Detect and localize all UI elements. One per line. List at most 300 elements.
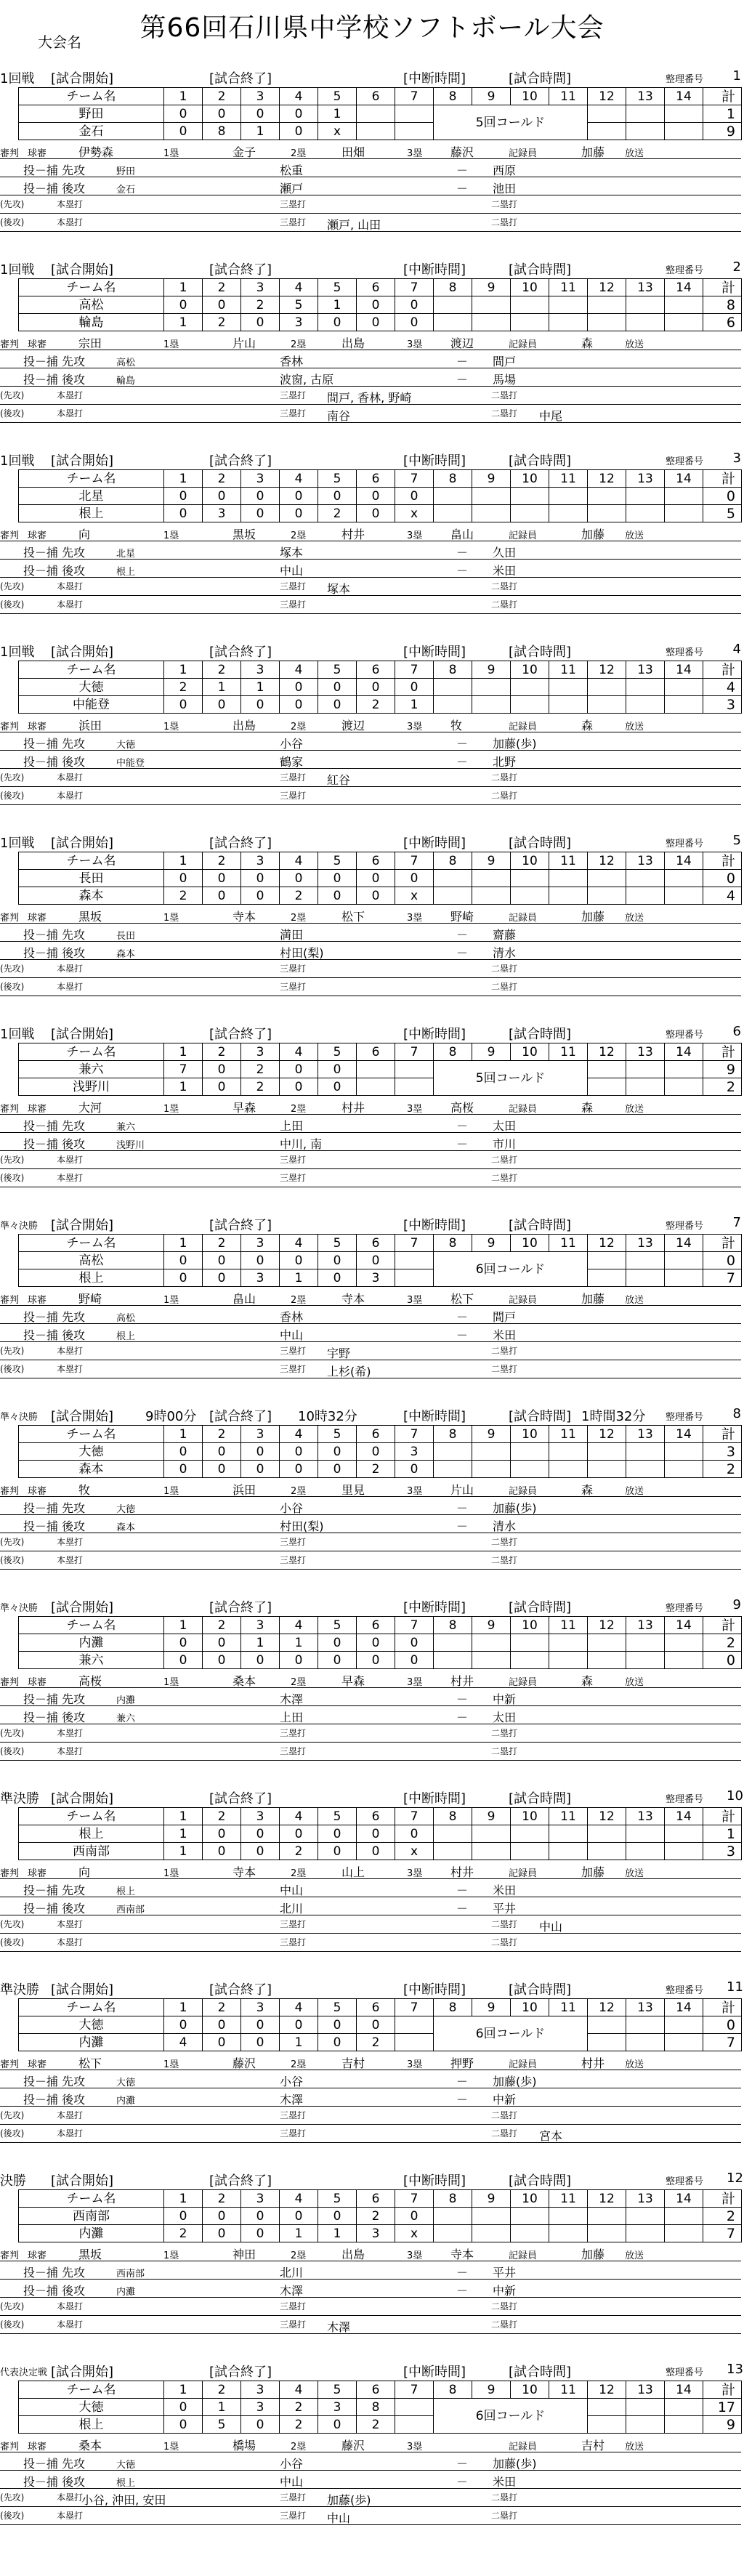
inning-score: 0 (203, 1252, 241, 1269)
plate-umpire-label: 球審 (28, 339, 47, 350)
scoreboard-table (18, 1998, 742, 2051)
inning-score: 0 (357, 1843, 395, 1860)
scoreboard-header-row (19, 1999, 742, 2016)
game-number-value: 11 (727, 1979, 743, 1995)
inning-header: 10 (511, 1235, 549, 1252)
inning-score: 0 (318, 488, 357, 505)
batting-first-team: 大徳 (116, 2460, 136, 2471)
inning-score (665, 314, 703, 331)
end-time-label: [試合終了] (209, 1409, 272, 1424)
team-name-header: チーム名 (19, 1426, 164, 1443)
scoreboard-table (18, 1616, 742, 1669)
broadcast-label: 放送 (625, 1486, 644, 1497)
triple-label: 三塁打 (280, 2511, 307, 2521)
inning-score: 0 (164, 2416, 203, 2434)
called-game-note: 6回コールド (434, 2399, 588, 2434)
double-label: 二塁打 (491, 1346, 518, 1356)
scoreboard-header-row (19, 279, 742, 296)
inning-header: 3 (241, 88, 280, 105)
team-total-runs: 3 (703, 1443, 742, 1461)
first-base-umpire-name: 寺本 (232, 1865, 256, 1879)
second-base-umpire-name: 里見 (341, 1483, 365, 1497)
inning-header: 1 (164, 2190, 203, 2208)
third-base-umpire-name: 畠山 (450, 528, 474, 541)
inning-header: 12 (588, 279, 626, 296)
inning-header: 13 (626, 1808, 665, 1825)
home-run-label: 本塁打 (57, 1155, 84, 1165)
inning-header: 10 (511, 88, 549, 105)
inning-header: 6 (357, 279, 395, 296)
pitcher-first: 小谷 (280, 2075, 304, 2088)
game-number-value: 6 (732, 1024, 741, 1039)
home-run-label: 本塁打 (57, 1346, 84, 1356)
team-score-row (19, 296, 742, 314)
side-first-label: (先攻) (0, 199, 25, 209)
third-base-umpire-name: 村井 (450, 1674, 474, 1688)
inning-score: 2 (241, 1078, 280, 1096)
inning-score (588, 105, 626, 123)
battery-dash: － (456, 1501, 469, 1515)
inning-header: 8 (434, 1999, 472, 2016)
hits-second-row (0, 214, 741, 232)
inning-header: 12 (588, 1617, 626, 1634)
inning-score (588, 887, 626, 905)
interruption-label: [中断時間] (403, 1791, 466, 1806)
inning-score: 0 (203, 2016, 241, 2034)
battery-second-row (0, 2280, 741, 2298)
duration-label: [試合時間] (509, 1409, 572, 1424)
third-base-umpire-label: 3塁 (407, 339, 423, 350)
broadcast-label: 放送 (625, 1295, 644, 1306)
game-record (0, 1977, 744, 2168)
inning-header: 11 (549, 2381, 588, 2399)
batting-second-team: 西南部 (116, 1905, 145, 1915)
inning-score: 2 (280, 2399, 318, 2416)
double-label: 二塁打 (491, 2128, 518, 2139)
inning-score (626, 696, 665, 714)
inning-header: 14 (665, 852, 703, 870)
side-first-label: (先攻) (0, 1155, 25, 1165)
game-record (0, 1021, 744, 1212)
start-time-label: [試合開始] (51, 1027, 114, 1042)
total-header: 計 (703, 470, 742, 488)
pitcher-first: 塚本 (280, 546, 304, 560)
inning-header: 2 (203, 1043, 241, 1061)
battery-dash: － (456, 1902, 469, 1915)
inning-header: 2 (203, 1808, 241, 1825)
inning-score: 2 (357, 696, 395, 714)
batting-second-team: 兼六 (116, 1713, 136, 1724)
second-base-umpire-name: 村井 (341, 528, 365, 541)
side-first-label: (先攻) (0, 2301, 25, 2311)
inning-score: 0 (164, 123, 203, 140)
inning-score (549, 887, 588, 905)
end-time-value: 10時32分 (298, 1409, 357, 1424)
inning-score: 2 (357, 2416, 395, 2434)
triples-first: 宇野 (327, 1346, 351, 1360)
inning-score: 0 (164, 870, 203, 887)
battery-first-row (0, 1306, 741, 1324)
inning-header: 4 (280, 2190, 318, 2208)
inning-score (511, 887, 549, 905)
inning-header: 12 (588, 852, 626, 870)
inning-score (395, 2034, 434, 2051)
battery-dash: － (456, 1137, 469, 1151)
batting-second-team: 内灘 (116, 2096, 136, 2107)
inning-score (626, 1078, 665, 1096)
inning-score: 0 (280, 1443, 318, 1461)
inning-score: 0 (241, 2225, 280, 2242)
start-time-label: [試合開始] (51, 836, 114, 851)
game-info-row (0, 1785, 741, 1807)
inning-header: 6 (357, 1426, 395, 1443)
team-total-runs: 8 (703, 296, 742, 314)
inning-score (665, 696, 703, 714)
inning-header: 10 (511, 661, 549, 679)
inning-score (588, 2399, 626, 2416)
team-total-runs: 2 (703, 1461, 742, 1478)
second-base-umpire-name: 出島 (341, 336, 365, 350)
duration-value: 1時間32分 (581, 1409, 646, 1424)
home-runs-first: 小谷, 沖田, 安田 (81, 2493, 166, 2507)
triple-label: 三塁打 (280, 2110, 307, 2120)
triples-second: 瀬戸, 山田 (327, 218, 381, 232)
inning-header: 9 (472, 279, 511, 296)
inning-header: 14 (665, 1426, 703, 1443)
game-record (0, 1785, 744, 1977)
catcher-second: 池田 (493, 182, 517, 195)
inning-score (434, 296, 472, 314)
plate-umpire-label: 球審 (28, 913, 47, 924)
inning-score (395, 1252, 434, 1269)
side-first-label: (先攻) (0, 964, 25, 974)
inning-score: 0 (357, 505, 395, 522)
team-score-row (19, 1252, 742, 1269)
team-name-header: チーム名 (19, 852, 164, 870)
battery-second-row (0, 2471, 741, 2489)
scoreboard-table (18, 1043, 742, 1096)
battery-first-label: 投－捕 先攻 (23, 163, 86, 177)
inning-header: 13 (626, 2381, 665, 2399)
first-base-umpire-name: 神田 (232, 2248, 256, 2261)
pitcher-second: 木澤 (280, 2284, 304, 2298)
double-label: 二塁打 (491, 982, 518, 992)
inning-score: 0 (241, 2208, 280, 2225)
team-total-runs: 1 (703, 105, 742, 123)
inning-score: 0 (164, 2016, 203, 2034)
team-name: 大徳 (19, 2399, 164, 2416)
double-label: 二塁打 (491, 1728, 518, 1738)
duration-label: [試合時間] (509, 836, 572, 851)
inning-header: 4 (280, 1235, 318, 1252)
second-base-umpire-label: 2塁 (291, 1295, 307, 1306)
team-score-row (19, 105, 742, 123)
team-score-row (19, 505, 742, 522)
total-header: 計 (703, 1235, 742, 1252)
inning-score (626, 296, 665, 314)
inning-score: 0 (318, 1252, 357, 1269)
umpire-row (0, 714, 741, 732)
inning-score (626, 1061, 665, 1078)
inning-header: 2 (203, 852, 241, 870)
inning-score (511, 2208, 549, 2225)
scoreboard-header-row (19, 1617, 742, 1634)
recorder-label: 記録員 (509, 722, 538, 732)
inning-header: 5 (318, 279, 357, 296)
inning-header: 9 (472, 661, 511, 679)
inning-score (434, 1652, 472, 1669)
duration-label: [試合時間] (509, 71, 572, 86)
inning-score (626, 1652, 665, 1669)
battery-second-row (0, 751, 741, 769)
inning-score (472, 2208, 511, 2225)
double-label: 二塁打 (491, 964, 518, 974)
inning-score (665, 488, 703, 505)
inning-score (549, 1443, 588, 1461)
batting-second-team: 森本 (116, 949, 136, 960)
game-info-row (0, 257, 741, 278)
end-time-label: [試合終了] (209, 1218, 272, 1233)
game-info-row (0, 2168, 741, 2189)
battery-first-label: 投－捕 先攻 (23, 2266, 86, 2280)
inning-score (472, 1652, 511, 1669)
inning-score: 0 (241, 1461, 280, 1478)
team-name: 兼六 (19, 1652, 164, 1669)
inning-score (511, 696, 549, 714)
second-base-umpire-label: 2塁 (291, 339, 307, 350)
double-label: 二塁打 (491, 2110, 518, 2120)
inning-score (434, 1634, 472, 1652)
team-score-row (19, 1061, 742, 1078)
inning-score: 0 (318, 2416, 357, 2434)
inning-score: 8 (203, 123, 241, 140)
inning-score: 0 (318, 1843, 357, 1860)
game-info-row (0, 1977, 741, 1998)
inning-score: 2 (318, 505, 357, 522)
hits-first-row (0, 578, 741, 596)
first-base-umpire-label: 1塁 (163, 530, 179, 541)
inning-score (588, 1269, 626, 1287)
inning-header: 7 (395, 661, 434, 679)
battery-dash: － (456, 1519, 469, 1533)
triple-label: 三塁打 (280, 964, 307, 974)
plate-umpire-label: 球審 (28, 530, 47, 541)
game-number-value: 10 (727, 1788, 743, 1804)
umpire-row (0, 1479, 741, 1497)
inning-score (626, 123, 665, 140)
hits-second-row (0, 1360, 741, 1378)
third-base-umpire-name: 村井 (450, 1865, 474, 1879)
plate-umpire-name: 宗田 (78, 336, 102, 350)
inning-header: 12 (588, 1808, 626, 1825)
inning-score (434, 2208, 472, 2225)
inning-header: 14 (665, 279, 703, 296)
batting-first-team: 長田 (116, 931, 136, 942)
team-name: 野田 (19, 105, 164, 123)
umpire-row (0, 1670, 741, 1688)
team-total-runs: 9 (703, 2416, 742, 2434)
inning-score (588, 1443, 626, 1461)
inning-header: 6 (357, 1617, 395, 1634)
inning-score (472, 314, 511, 331)
inning-header: 7 (395, 1999, 434, 2016)
team-score-row (19, 1461, 742, 1478)
broadcast-label: 放送 (625, 2059, 644, 2070)
inning-score (434, 488, 472, 505)
home-run-label: 本塁打 (57, 791, 84, 801)
broadcast-label: 放送 (625, 1104, 644, 1115)
double-label: 二塁打 (491, 581, 518, 591)
inning-score (626, 2208, 665, 2225)
inning-header: 3 (241, 1999, 280, 2016)
catcher-second: 中新 (493, 2093, 517, 2107)
inning-header: 11 (549, 279, 588, 296)
hits-second-row (0, 787, 741, 805)
inning-header: 13 (626, 470, 665, 488)
umpire-label: 審判 (0, 722, 20, 732)
inning-score: 0 (164, 1634, 203, 1652)
hits-second-row (0, 1169, 741, 1187)
inning-score (357, 1078, 395, 1096)
inning-score (588, 1252, 626, 1269)
inning-score: 3 (241, 1269, 280, 1287)
inning-score: 0 (241, 1443, 280, 1461)
page-title: 第66回石川県中学校ソフトボール大会 (140, 13, 604, 43)
inning-score (472, 2225, 511, 2242)
inning-score (626, 2034, 665, 2051)
inning-score: 0 (203, 1825, 241, 1843)
battery-dash: － (456, 1119, 469, 1133)
inning-score (626, 1461, 665, 1478)
inning-header: 1 (164, 88, 203, 105)
inning-header: 10 (511, 1808, 549, 1825)
triple-label: 三塁打 (280, 1364, 307, 1374)
inning-score (665, 2208, 703, 2225)
catcher-first: 齋藤 (493, 928, 517, 942)
inning-score (549, 696, 588, 714)
triples-second: 上杉(希) (327, 1365, 371, 1378)
round-label: 準決勝 (0, 1982, 39, 1998)
inning-score (665, 2034, 703, 2051)
inning-header: 4 (280, 470, 318, 488)
inning-score: 5 (203, 2416, 241, 2434)
hits-second-row (0, 2507, 741, 2525)
inning-score (549, 1825, 588, 1843)
first-base-umpire-name: 出島 (232, 719, 256, 732)
game-record (0, 2359, 744, 2550)
first-base-umpire-name: 藤沢 (232, 2056, 256, 2070)
third-base-umpire-name: 松下 (450, 1292, 474, 1306)
game-info-row (0, 448, 741, 469)
umpire-row (0, 523, 741, 541)
inning-score (472, 696, 511, 714)
scoreboard-header-row (19, 88, 742, 105)
inning-score: 1 (203, 679, 241, 696)
inning-score (357, 1061, 395, 1078)
inning-score: 0 (164, 1252, 203, 1269)
inning-header: 10 (511, 1043, 549, 1061)
battery-first-row (0, 350, 741, 368)
inning-score (626, 2399, 665, 2416)
team-total-runs: 0 (703, 1652, 742, 1669)
catcher-first: 太田 (493, 1119, 517, 1133)
inning-score: 1 (241, 679, 280, 696)
start-time-label: [試合開始] (51, 2173, 114, 2189)
battery-second-label: 投－捕 後攻 (23, 1519, 86, 1533)
home-run-label: 本塁打 (57, 1937, 84, 1947)
team-name-header: チーム名 (19, 1235, 164, 1252)
broadcast-label: 放送 (625, 913, 644, 924)
plate-umpire-label: 球審 (28, 148, 47, 159)
battery-dash: － (456, 1692, 469, 1706)
battery-first-label: 投－捕 先攻 (23, 1119, 86, 1133)
inning-score: 0 (357, 1252, 395, 1269)
inning-score: x (395, 505, 434, 522)
inning-score (395, 2399, 434, 2416)
end-time-label: [試合終了] (209, 836, 272, 851)
home-run-label: 本塁打 (57, 1537, 84, 1547)
triple-label: 三塁打 (280, 1728, 307, 1738)
inning-score: 0 (357, 679, 395, 696)
inning-score (434, 1843, 472, 1860)
total-header: 計 (703, 88, 742, 105)
double-label: 二塁打 (491, 1537, 518, 1547)
inning-score: 0 (318, 1078, 357, 1096)
side-first-label: (先攻) (0, 1728, 25, 1738)
inning-header: 12 (588, 470, 626, 488)
inning-header: 13 (626, 1043, 665, 1061)
inning-score (434, 696, 472, 714)
inning-score: 0 (357, 488, 395, 505)
catcher-second: 平井 (493, 1902, 517, 1915)
double-label: 二塁打 (491, 1155, 518, 1165)
scoreboard-table (18, 2189, 742, 2242)
game-number-label: 整理番号 (666, 74, 704, 85)
inning-header: 2 (203, 2190, 241, 2208)
game-number-label: 整理番号 (666, 1794, 704, 1805)
triples-second: 南谷 (327, 409, 351, 423)
inning-header: 1 (164, 1808, 203, 1825)
inning-score: 0 (280, 696, 318, 714)
interruption-label: [中断時間] (403, 1982, 466, 1998)
inning-header: 11 (549, 1617, 588, 1634)
third-base-umpire-label: 3塁 (407, 1677, 423, 1688)
team-name: 大徳 (19, 1443, 164, 1461)
inning-score: 0 (203, 696, 241, 714)
battery-second-label: 投－捕 後攻 (23, 946, 86, 960)
side-first-label: (先攻) (0, 772, 25, 783)
inning-score (588, 1825, 626, 1843)
game-number-value: 12 (727, 2171, 743, 2186)
scoreboard-header-row (19, 1808, 742, 1825)
third-base-umpire-name: 藤沢 (450, 145, 474, 159)
inning-header: 13 (626, 661, 665, 679)
inning-score: 0 (280, 1825, 318, 1843)
round-label: 準々決勝 (0, 1603, 39, 1614)
inning-score: 3 (280, 314, 318, 331)
catcher-first: 米田 (493, 1883, 517, 1897)
inning-header: 3 (241, 852, 280, 870)
inning-score: 0 (395, 314, 434, 331)
team-score-row (19, 488, 742, 505)
team-total-runs: 3 (703, 1843, 742, 1860)
inning-score: 0 (318, 2016, 357, 2034)
double-label: 二塁打 (491, 1919, 518, 1929)
inning-header: 11 (549, 1999, 588, 2016)
inning-header: 11 (549, 661, 588, 679)
inning-header: 11 (549, 1808, 588, 1825)
end-time-label: [試合終了] (209, 1600, 272, 1615)
